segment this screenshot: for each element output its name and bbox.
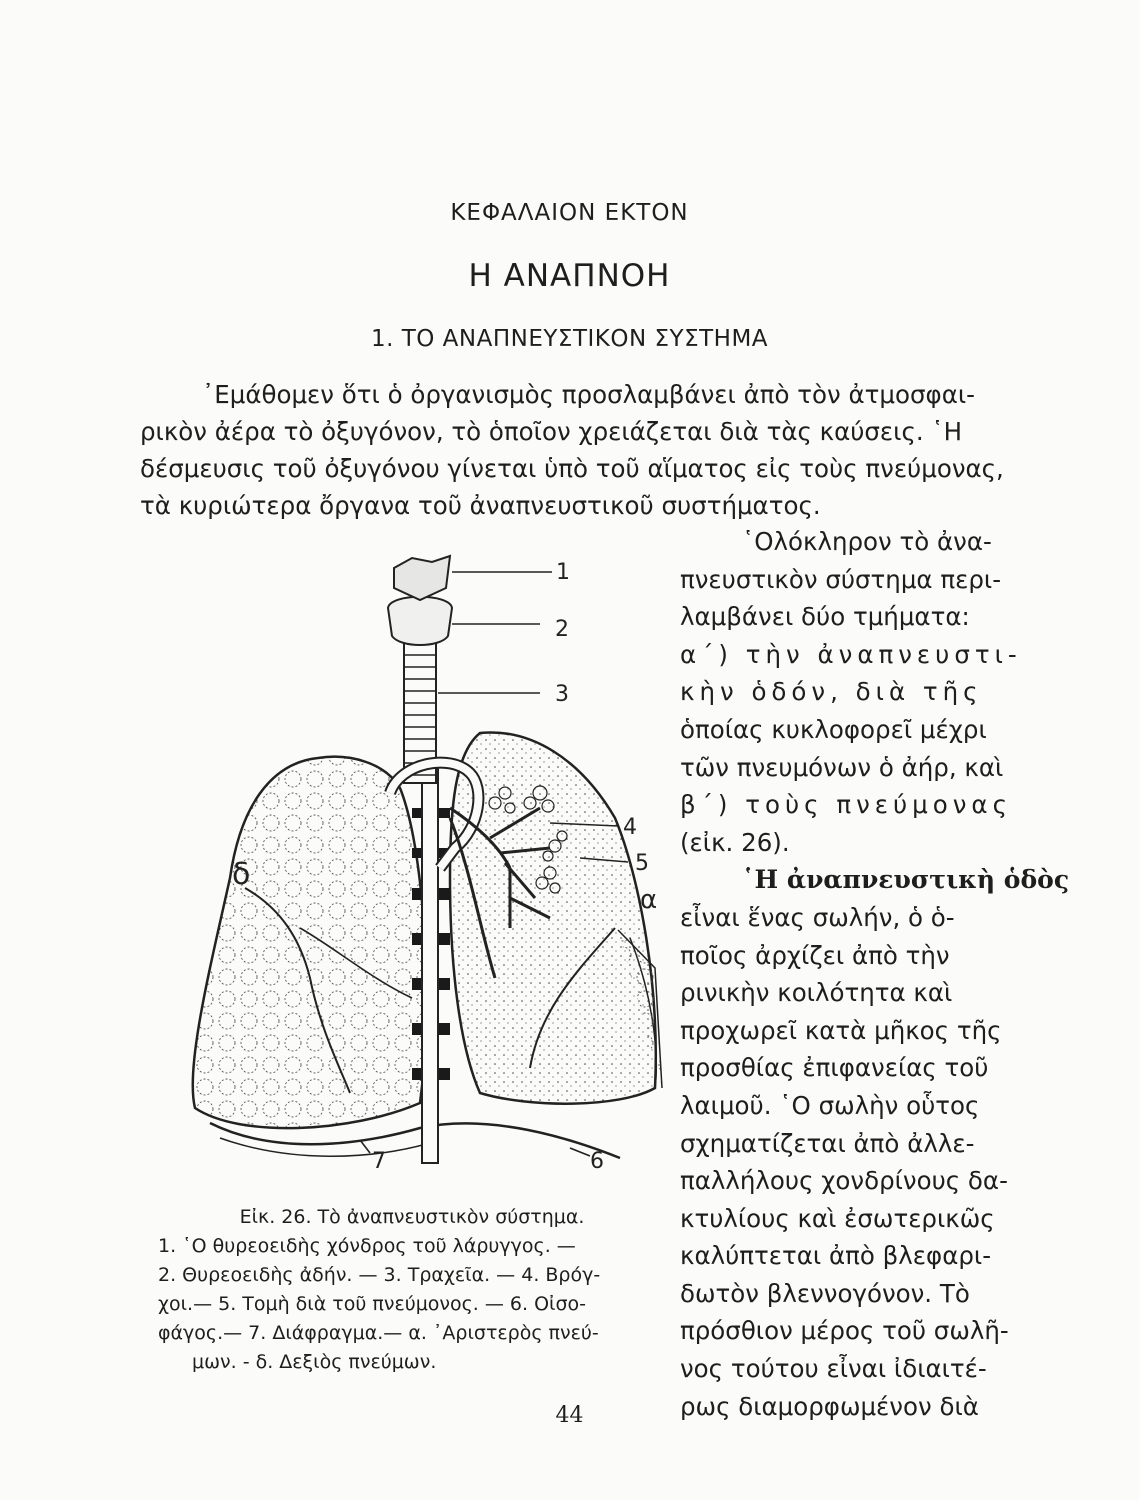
text-line: λαμβάνει δύο τμήματα: bbox=[680, 602, 970, 632]
text-line: πρόσθιον μέρος τοῦ σωλῆ- bbox=[680, 1316, 1009, 1346]
text-line: παλλήλους χονδρίνους δα- bbox=[680, 1166, 1008, 1196]
text-line: ρικὸν ἀέρα τὸ ὀξυγόνον, τὸ ὁποῖον χρειάζεται διὰ τὰς καύσεις. ῾Η bbox=[140, 417, 963, 446]
text-line: προχωρεῖ κατὰ μῆκος τῆς bbox=[680, 1015, 1002, 1045]
fig-label-delta: δ bbox=[232, 857, 251, 892]
fig-label-6: 6 bbox=[590, 1149, 604, 1174]
text-line: νος τούτου εἶναι ἰδιαιτέ- bbox=[680, 1354, 987, 1384]
text-line: κὴν ὁδόν, διὰ τῆς bbox=[680, 677, 983, 707]
right-column-text bbox=[680, 523, 1070, 1425]
right-lung bbox=[193, 757, 430, 1128]
thyroid-gland bbox=[388, 597, 452, 645]
text-line: β΄) τοὺς πνεύμονας bbox=[680, 790, 1012, 820]
fig-label-alpha: α bbox=[640, 885, 658, 915]
fig-label-5: 5 bbox=[635, 851, 649, 876]
figure-caption bbox=[158, 1203, 666, 1377]
text-line: δωτὸν βλεννογόνον. Τὸ bbox=[680, 1278, 970, 1308]
text-line: ποῖος ἀρχίζει ἀπὸ τὴν bbox=[680, 940, 950, 970]
text-line: τῶν πνευμόνων ὁ ἀήρ, καὶ bbox=[680, 752, 1004, 782]
text-line: κτυλίους καὶ ἐσωτερικῶς bbox=[680, 1203, 995, 1233]
text-line: πνευστικὸν σύστημα περι- bbox=[680, 564, 1002, 594]
text-line: ρως διαμορφωμένον διὰ bbox=[680, 1391, 979, 1421]
section-heading: 1. ΤΟ ΑΝΑΠΝΕΥΣΤΙΚΟΝ ΣΥΣΤΗΜΑ bbox=[370, 326, 769, 352]
esophagus bbox=[422, 768, 438, 1163]
text-line: ρινικὴν κοιλότητα καὶ bbox=[680, 978, 953, 1008]
text-line: (εἰκ. 26). bbox=[680, 827, 790, 857]
caption-line: 1. ῾Ο θυρεοειδὴς χόνδρος τοῦ λάρυγγος. — bbox=[158, 1235, 576, 1257]
fig-label-4: 4 bbox=[623, 815, 637, 840]
fig-label-1: 1 bbox=[556, 560, 570, 585]
text-line: δέσμευσις τοῦ ὀξυγόνου γίνεται ὑπὸ τοῦ αἵματος εἰς τοὺς πνεύμονας, bbox=[140, 454, 1004, 483]
thyroid-cartilage bbox=[394, 556, 450, 600]
page-number: 44 bbox=[555, 1403, 584, 1428]
caption-line: μων. - δ. Δεξιὸς πνεύμων. bbox=[192, 1351, 437, 1373]
text-line: ῾Ολόκληρον τὸ ἀνα- bbox=[742, 527, 992, 556]
subheading-line: ῾Η ἀναπνευστικὴ ὁδὸς bbox=[742, 865, 1070, 895]
text-line: ὁποίας κυκλοφορεῖ μέχρι bbox=[680, 714, 987, 744]
chapter-heading: ΚΕΦΑΛΑΙΟΝ ΕΚΤΟΝ bbox=[450, 200, 689, 226]
caption-line: Εἰκ. 26. Τὸ ἀναπνευστικὸν σύστημα. bbox=[239, 1206, 585, 1228]
text-line: εἶναι ἕνας σωλήν, ὁ ὁ- bbox=[680, 902, 955, 932]
fig-label-2: 2 bbox=[555, 617, 569, 642]
caption-line: 2. Θυρεοειδὴς ἀδήν. — 3. Τραχεῖα. — 4. Βρόγ- bbox=[158, 1264, 601, 1286]
text-line: προσθίας ἐπιφανείας τοῦ bbox=[680, 1053, 989, 1083]
caption-line: φάγος.— 7. Διάφραγμα.— α. ᾿Αριστερὸς πνεύ- bbox=[158, 1322, 599, 1344]
chapter-title: Η ΑΝΑΠΝΟΗ bbox=[468, 258, 671, 294]
text-line: τὰ κυριώτερα ὄργανα τοῦ ἀναπνευστικοῦ συστήματος. bbox=[140, 491, 821, 520]
text-line: α΄) τὴν ἀναπνευστι- bbox=[680, 639, 1022, 669]
text-line: ᾿Εμάθομεν ὅτι ὁ ὀργανισμὸς προσλαμβάνει ἀπὸ τὸν ἀτμοσφαι- bbox=[202, 380, 975, 409]
intro-paragraph bbox=[140, 376, 1025, 524]
fig-label-3: 3 bbox=[555, 682, 569, 707]
respiratory-system-figure bbox=[150, 548, 670, 1208]
text-line: σχηματίζεται ἀπὸ ἀλλε- bbox=[680, 1128, 975, 1158]
text-line: λαιμοῦ. ῾Ο σωλὴν οὗτος bbox=[680, 1090, 980, 1120]
caption-line: χοι.— 5. Τομὴ διὰ τοῦ πνεύμονος. — 6. Οἰσο- bbox=[158, 1293, 587, 1315]
fig-label-7: 7 bbox=[372, 1149, 386, 1174]
text-line: καλύπτεται ἀπὸ βλεφαρι- bbox=[680, 1241, 992, 1271]
